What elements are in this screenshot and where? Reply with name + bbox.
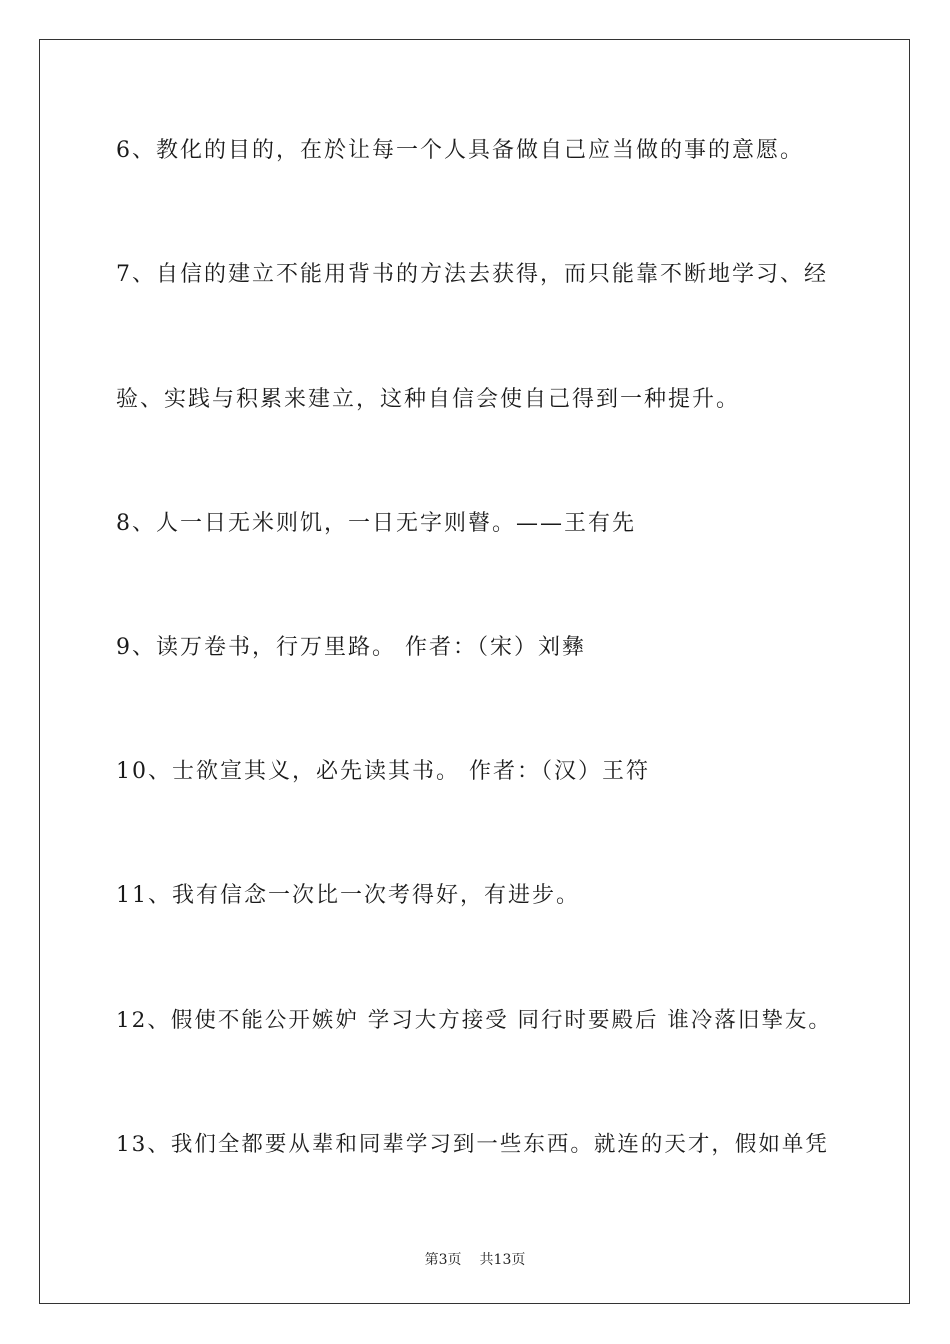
text-line-7-continued: 验、实践与积累来建立，这种自信会使自己得到一种提升。 (116, 387, 741, 412)
text-line-8: 8、人一日无米则饥，一日无字则瞽。——王有先 (116, 511, 636, 536)
page-footer (0, 1249, 950, 1269)
text-line-7: 7、自信的建立不能用背书的方法去获得，而只能靠不断地学习、经 (116, 262, 828, 287)
text-line-6: 6、教化的目的，在於让每一个人具备做自己应当做的事的意愿。 (116, 138, 804, 163)
text-line-10: 10、士欲宣其义，必先读其书。 作者：（汉）王符 (116, 759, 650, 784)
text-line-9: 9、读万卷书，行万里路。 作者：（宋）刘彝 (116, 635, 586, 660)
text-line-12: 12、假使不能公开嫉妒 学习大方接受 同行时要殿后 谁冷落旧挚友。 (116, 1008, 832, 1033)
page-number: 第3页 (424, 1252, 462, 1268)
page-total: 共13页 (479, 1252, 526, 1268)
text-line-11: 11、我有信念一次比一次考得好，有进步。 (116, 883, 580, 908)
page-border (39, 39, 910, 1304)
text-line-13: 13、我们全都要从辈和同辈学习到一些东西。就连的天才，假如单凭 (116, 1132, 829, 1157)
